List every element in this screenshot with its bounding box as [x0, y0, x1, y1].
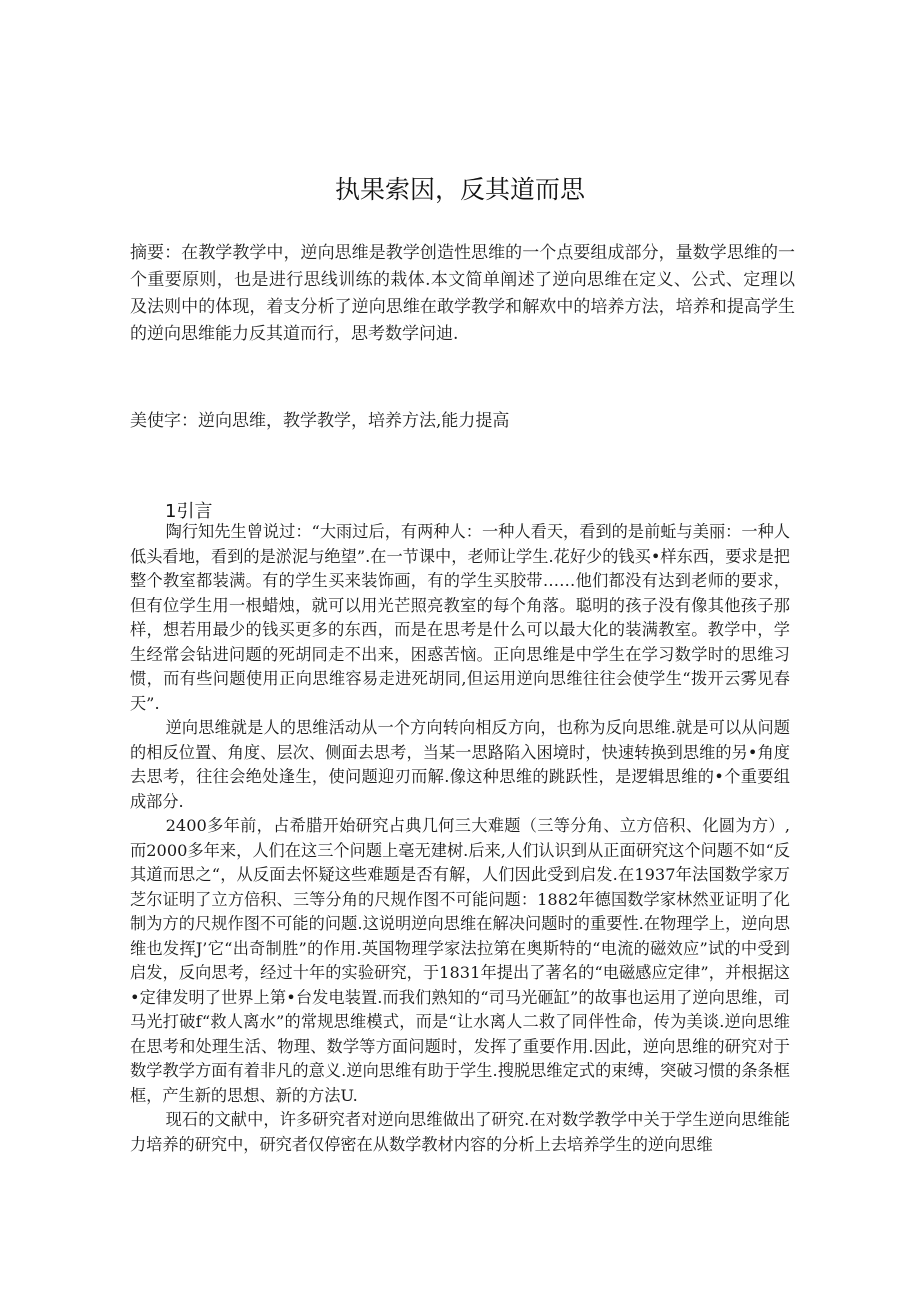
paragraph: 陶行知先生曾说过：“大雨过后，有两种人：一种人看天，看到的是前蚯与美丽：一种人低头看地，看到的是淤泥与绝望”.在一节课中，老师让学生.花好少的钱买•样东西，要求是把整个教室都装满。有的学生买来装饰画，有的学生买胶带……他们都没有达到老师的要求，但有位学生用一根蜡烛，就可以用光芒照亮教室的每个角落。聪明的孩子没有像其他孩子那样，想若用最少的钱买更多的东西，而是在思考是什么可以最大化的装满教室。教学中，学生经常会钻进问题的死胡同走不出来，困惑苦恼。正向思维是中学生在学习数学时的思维习惯，而有些问题使用正向思维容易走进死胡同,但运用逆向思维往往会使学生“拨开云雾见春天”. — [130, 522, 790, 713]
section-heading: 1引言 — [165, 501, 213, 522]
body-text — [130, 520, 790, 1157]
paragraph: 现石的文献中，许多研究者对逆向思维做出了研究.在对数学教学中关于学生逆向思维能力培养的研究中，研究者仅停密在从数学教材内容的分析上去培养学生的逆向思维 — [130, 1110, 790, 1154]
keywords: 美使字：逆向思维，教学教学，培养方法,能力提高 — [130, 411, 510, 431]
paragraph: 逆向思维就是人的思维活动从一个方向转向相反方向，也称为反向思维.就是可以从问题的相反位置、角度、层次、侧面去思考，当某一思路陷入困境时，快速转换到思维的另•角度去思考，往往会绝处逢生，使问题迎刃而解.像这种思维的跳跃性，是逻辑思维的•个重要组成部分. — [130, 718, 790, 811]
abstract: 摘要：在教学教学中，逆向思维是教学创造性思维的一个点要组成部分，量数学思维的一个重要原则，也是进行思线训练的栽体.本文简单阐述了逆向思维在定义、公式、定理以及法则中的体现，着支分析了逆向思维在敢学教学和解欢中的培养方法，培养和提高学生的逆向思维能力反其道而行，思考数学问迪. — [130, 243, 795, 344]
page-title: 执果索因，反其道而思 — [334, 175, 585, 204]
paragraph: 2400多年前，占希腊开始研究占典几何三大难题（三等分角、立方倍积、化圆为方）,而2000多年来，人们在这三个问题上毫无建树.后来,人们认识到从正面研究这个问题不如“反其道而思之“，从反面去怀疑这些难题是否有解，人们因此受到启发.在1937年法国数学家万芝尔证明了立方倍积、三等分角的尺规作图不可能问题：1882年德国数学家林然亚证明了化制为方的尺规作图不可能的问题.这说明逆向思维在解决问题时的重要性.在物理学上，逆向思维也发挥J’它“出奇制胜”的作用.英国物理学家法拉第在奥斯特的“电流的磁效应”试的中受到启发，反向思考，经过十年的实验研究，于1831年提出了著名的“电磁感应定律”，并根据这•定律发明了世界上第•台发电装置.而我们熟知的“司马光砸缸”的故事也运用了逆向思维，司马光打破f“救人离水”的常规思维模式，而是“让水离人二救了同伴性命，传为美谈.逆向思维在思考和处理生活、物理、数学等方面问题时，发挥了重要作用.因此，逆向思维的研究对于数学教学方面有着非凡的意义.逆向思维有助于学生.搜脱思维定式的束缚，突破习惯的条条框框，产生新的思想、新的方法U. — [130, 816, 790, 1105]
